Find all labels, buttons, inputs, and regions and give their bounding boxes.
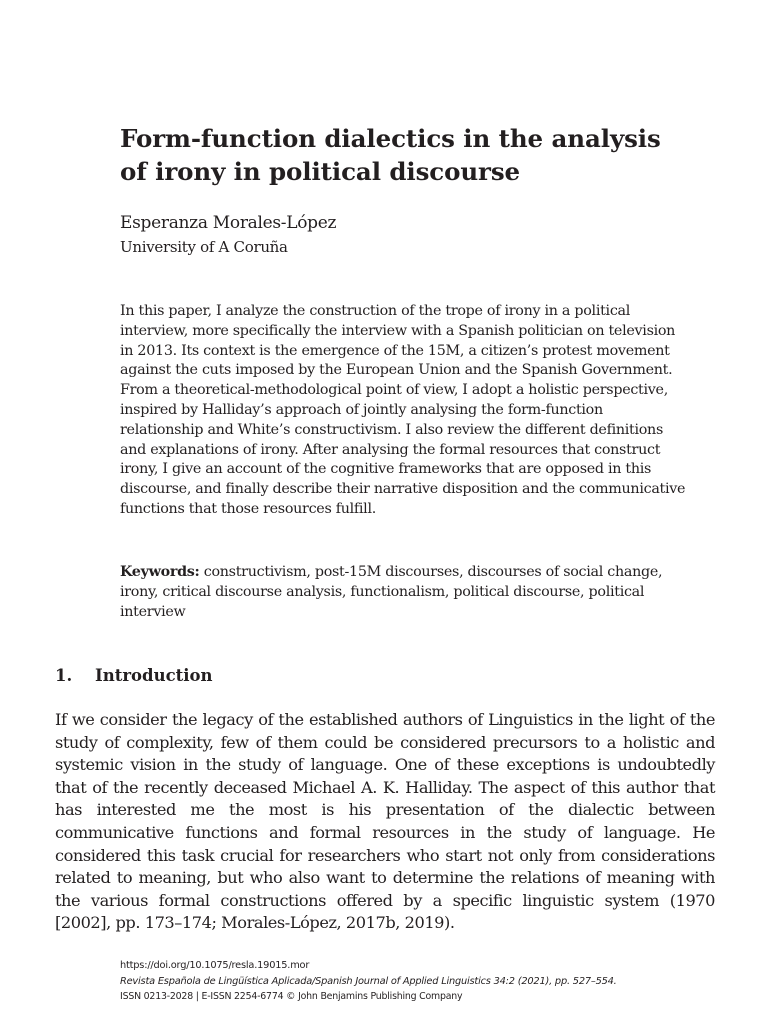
author-name: Esperanza Morales-López [120, 213, 337, 233]
issn-publisher: ISSN 0213-2028 | E-ISSN 2254-6774 © John Benjamins Publishing Company [120, 991, 463, 1002]
section-heading [55, 665, 213, 687]
journal-citation: Revista Española de Lingüística Aplicada/Spanish Journal of Applied Linguistics 34:2 (2021), pp. 527–554. [120, 976, 617, 987]
doi-link[interactable]: https://doi.org/10.1075/resla.19015.mor [120, 960, 310, 971]
introduction-paragraph: If we consider the legacy of the established authors of Linguistics in the light of the study of complexity, few of them could be considered precursors to a holistic and systemic vision in the study of language. One of these exceptions is undoubtedly that of the recently deceased Michael A. K. Halliday. The aspect of this author that has interested me the most is his presentation of the dialectic between communicative functions and formal resources in the study of language. He considered this task crucial for researchers who start not only from considerations related to meaning, but who also want to determine the relations of meaning with the various formal constructions offered by a specific linguistic system (1970 [2002], pp. 173–174; Morales-López, 2017b, 2019). [55, 710, 715, 933]
section-number: 1. [55, 666, 73, 685]
keywords-label: Keywords: [120, 564, 200, 580]
keywords-list: constructivism, post-15M discourses, discourses of social change, irony, critical discourse analysis, functionalism, political discourse, political interview [120, 564, 663, 620]
keywords [120, 563, 690, 622]
section-title: Introduction [95, 666, 213, 685]
author-affiliation: University of A Coruña [120, 238, 288, 256]
article-title: Form-function dialectics in the analysis of irony in political discourse [120, 124, 661, 186]
abstract: In this paper, I analyze the construction of the trope of irony in a political interview, more specifically the interview with a Spanish politician on television in 2013. Its context is the emergence of the 15M, a citizen’s protest movement against the cuts imposed by the European Union and the Spanish Government. From a theoretical-methodological point of view, I adopt a holistic perspective, inspired by Halliday’s approach of jointly analysing the form-function relationship and White’s constructivism. I also review the different definitions and explanations of irony. After analysing the formal resources that construct irony, I give an account of the cognitive frameworks that are opposed in this discourse, and finally describe their narrative disposition and the communicative functions that those resources fulfill. [120, 303, 686, 517]
